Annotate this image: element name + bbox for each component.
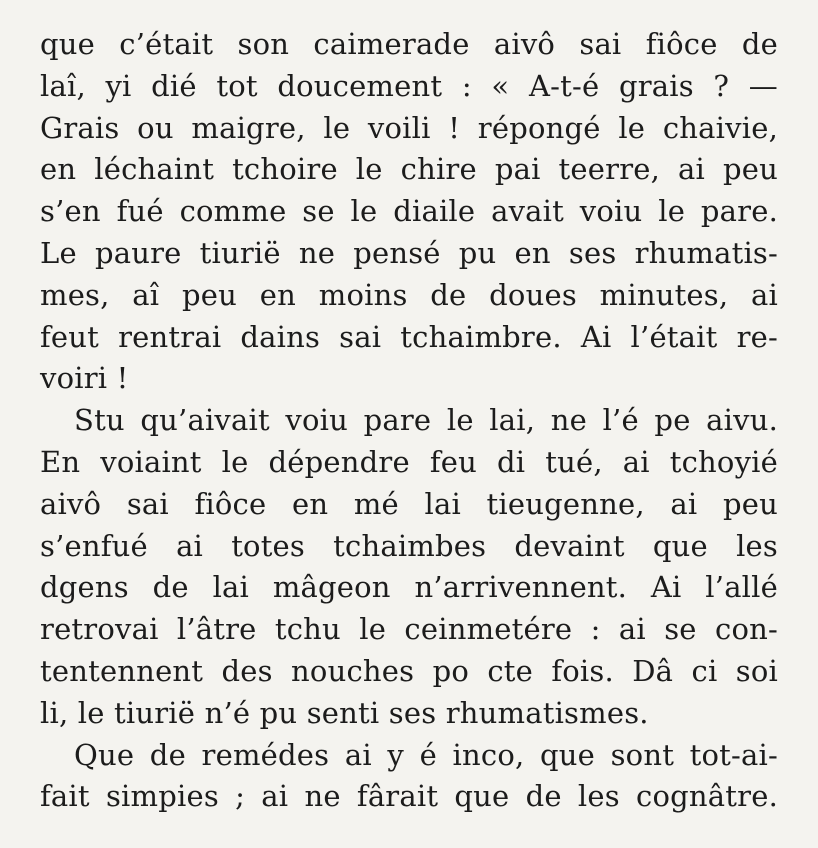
text-line: feut rentrai dains sai tchaimbre. Ai l’était re- bbox=[40, 319, 778, 354]
text-line: fait simpies ; ai ne fârait que de les cognâtre. bbox=[40, 779, 778, 814]
text-line: mes, aî peu en moins de doues minutes, ai bbox=[40, 277, 778, 312]
text-line: Le paure tiurië ne pensé pu en ses rhumatis- bbox=[40, 235, 778, 270]
paragraph-3 bbox=[40, 735, 778, 819]
text-line: Que de remédes ai y é inco, que sont tot-ai- bbox=[74, 737, 778, 772]
text-line: tentennent des nouches po cte fois. Dâ ci soi bbox=[40, 653, 778, 688]
text-line: dgens de lai mâgeon n’arrivennent. Ai l’allé bbox=[40, 570, 778, 605]
text-line: li, le tiurië n’é pu senti ses rhumatismes. bbox=[40, 695, 649, 730]
paragraph-2 bbox=[40, 400, 778, 734]
text-line: s’en fué comme se le diaile avait voiu le pare. bbox=[40, 194, 778, 229]
text-line: Grais ou maigre, le voili ! répongé le chaivie, bbox=[40, 110, 778, 145]
paragraph-1 bbox=[40, 24, 778, 400]
text-line: voiri ! bbox=[40, 361, 129, 396]
text-line: s’enfué ai totes tchaimbes devaint que les bbox=[40, 528, 778, 563]
text-line: Stu qu’aivait voiu pare le lai, ne l’é pe aivu. bbox=[74, 403, 778, 438]
text-line: aivô sai fiôce en mé lai tieugenne, ai peu bbox=[40, 486, 778, 521]
text-line: En voiaint le dépendre feu di tué, ai tchoyié bbox=[40, 444, 778, 479]
text-line: retrovai l’âtre tchu le ceinmetére : ai se con- bbox=[40, 612, 778, 647]
text-line: en léchaint tchoire le chire pai teerre, ai peu bbox=[40, 152, 778, 187]
text-line: que c’était son caimerade aivô sai fiôce de bbox=[40, 27, 778, 61]
text-line: laî, yi dié tot doucement : « A-t-é grais ? — bbox=[40, 68, 778, 103]
